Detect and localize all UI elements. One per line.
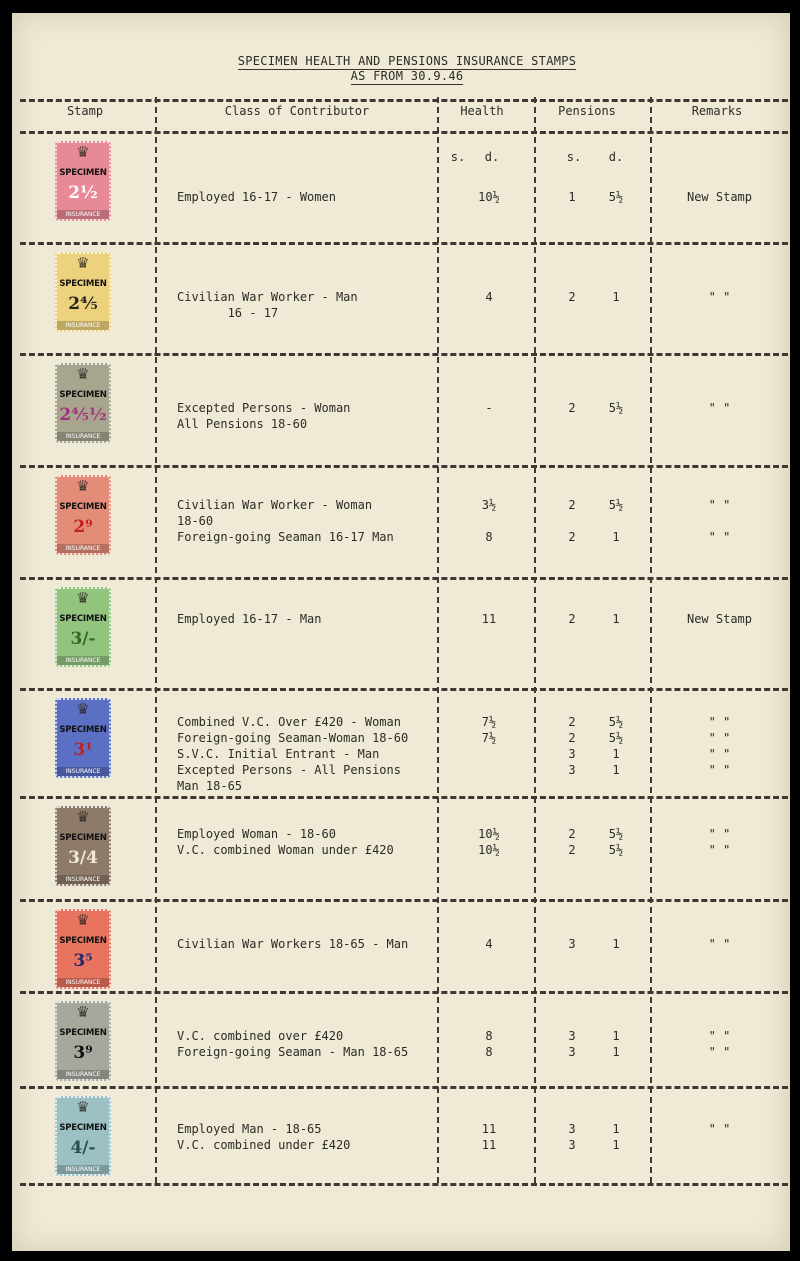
pensions-pence: 5½ — [608, 827, 624, 841]
stamp-footer: INSURANCE — [57, 210, 109, 219]
stamp-overprint: SPECIMEN — [59, 935, 107, 946]
remark: " " — [708, 747, 731, 761]
health-rate: 8 — [485, 530, 493, 544]
contributor-class: Combined V.C. Over £420 - Woman — [177, 715, 401, 729]
health-rate: 10½ — [478, 827, 500, 841]
insurance-stamp — [55, 1001, 111, 1081]
pensions-pence: 1 — [612, 747, 620, 761]
stamp-overprint: SPECIMEN — [59, 389, 107, 400]
stamp-footer: INSURANCE — [57, 544, 109, 553]
remark: " " — [708, 715, 731, 729]
document-subtitle: AS FROM 30.9.46 — [350, 69, 464, 83]
stamp-overprint: SPECIMEN — [59, 1027, 107, 1038]
table-rule — [20, 1183, 788, 1186]
health-rate: 11 — [481, 1138, 497, 1152]
pensions-shillings: 2 — [568, 731, 576, 745]
pensions-pence: 1 — [612, 530, 620, 544]
insurance-stamp — [55, 587, 111, 667]
remark: " " — [708, 1045, 731, 1059]
health-rate: 7½ — [481, 715, 497, 729]
column-rule — [534, 97, 536, 1183]
stamp-footer: INSURANCE — [57, 432, 109, 441]
pensions-pence: 1 — [612, 612, 620, 626]
pensions-pence: 5½ — [608, 731, 624, 745]
contributor-class: Excepted Persons - Woman All Pensions 18-60 — [177, 401, 351, 431]
insurance-stamp — [55, 698, 111, 778]
stamp-value: 3/4 — [68, 848, 98, 869]
table-rule — [20, 131, 788, 134]
col-header-stamp: Stamp — [66, 104, 104, 118]
document-title: SPECIMEN HEALTH AND PENSIONS INSURANCE STAMPS — [237, 54, 577, 68]
pensions-pence: 5½ — [608, 843, 624, 857]
pensions-shillings: 2 — [568, 290, 576, 304]
pensions-shillings: 2 — [568, 715, 576, 729]
insurance-stamp — [55, 141, 111, 221]
table-rule — [20, 899, 788, 902]
health-rate: 10½ — [478, 843, 500, 857]
pensions-pence: 1 — [612, 1122, 620, 1136]
table-rule — [20, 991, 788, 994]
stamp-footer: INSURANCE — [57, 321, 109, 330]
column-rule — [437, 97, 439, 1183]
col-header-pensions: Pensions — [558, 104, 616, 118]
pensions-shillings: 3 — [568, 1138, 576, 1152]
pensions-shillings: 2 — [568, 612, 576, 626]
contributor-class: Employed Woman - 18-60 — [177, 827, 336, 841]
col-header-remarks: Remarks — [691, 104, 743, 118]
contributor-class: S.V.C. Initial Entrant - Man — [177, 747, 380, 761]
stamp-footer: INSURANCE — [57, 656, 109, 665]
table-rule — [20, 796, 788, 799]
col-header-health: Health — [460, 104, 504, 118]
contributor-class: Civilian War Worker - Woman 18-60 — [177, 498, 373, 528]
stamp-footer: INSURANCE — [57, 1070, 109, 1079]
unit-health-s: s. — [450, 150, 466, 164]
stamp-value: 3⁹ — [73, 1043, 93, 1064]
unit-pens-s: s. — [566, 150, 582, 164]
remark: " " — [708, 937, 731, 951]
stamp-overprint: SPECIMEN — [59, 167, 107, 178]
crown-icon: ♛ — [76, 589, 90, 607]
insurance-stamp — [55, 909, 111, 989]
contributor-class: V.C. combined under £420 — [177, 1138, 351, 1152]
remark: " " — [708, 498, 731, 512]
pensions-shillings: 3 — [568, 1045, 576, 1059]
document-sheet — [12, 13, 790, 1251]
pensions-pence: 1 — [612, 1045, 620, 1059]
pensions-shillings: 3 — [568, 1122, 576, 1136]
stamp-overprint: SPECIMEN — [59, 278, 107, 289]
health-rate: 8 — [485, 1045, 493, 1059]
pensions-shillings: 2 — [568, 530, 576, 544]
remark: New Stamp — [686, 612, 753, 626]
insurance-stamp — [55, 475, 111, 555]
pensions-shillings: 1 — [568, 190, 576, 204]
crown-icon: ♛ — [76, 1098, 90, 1116]
stamp-overprint: SPECIMEN — [59, 1122, 107, 1133]
contributor-class: Foreign-going Seaman-Woman 18-60 — [177, 731, 409, 745]
pensions-pence: 1 — [612, 290, 620, 304]
remark: " " — [708, 1122, 731, 1136]
col-header-class: Class of Contributor — [224, 104, 370, 118]
stamp-footer: INSURANCE — [57, 1165, 109, 1174]
remark: " " — [708, 843, 731, 857]
insurance-stamp — [55, 363, 111, 443]
health-rate: 8 — [485, 1029, 493, 1043]
table-rule — [20, 353, 788, 356]
crown-icon: ♛ — [76, 254, 90, 272]
stamp-value: 4/- — [70, 1138, 96, 1159]
stamp-value: 3/- — [70, 629, 96, 650]
crown-icon: ♛ — [76, 700, 90, 718]
stamp-overprint: SPECIMEN — [59, 724, 107, 735]
stamp-value: 2½ — [68, 183, 98, 204]
unit-health-d: d. — [484, 150, 500, 164]
insurance-stamp — [55, 1096, 111, 1176]
health-rate: 3½ — [481, 498, 497, 512]
column-rule — [155, 97, 157, 1183]
stamp-footer: INSURANCE — [57, 767, 109, 776]
stamp-overprint: SPECIMEN — [59, 613, 107, 624]
pensions-shillings: 3 — [568, 937, 576, 951]
unit-pens-d: d. — [608, 150, 624, 164]
health-rate: 4 — [485, 937, 493, 951]
contributor-class: Excepted Persons - All Pensions Man 18-65 — [177, 763, 401, 793]
crown-icon: ♛ — [76, 477, 90, 495]
health-rate: 11 — [481, 1122, 497, 1136]
health-rate: 7½ — [481, 731, 497, 745]
stamp-footer: INSURANCE — [57, 875, 109, 884]
contributor-class: Employed 16-17 - Women — [177, 190, 336, 204]
stamp-value: 3¹ — [73, 740, 93, 761]
table-rule — [20, 577, 788, 580]
contributor-class: Employed 16-17 - Man — [177, 612, 322, 626]
pensions-pence: 5½ — [608, 715, 624, 729]
column-rule — [650, 97, 652, 1183]
contributor-class: Civilian War Worker - Man 16 - 17 — [177, 290, 358, 320]
stamp-value: 3⁵ — [73, 951, 93, 972]
remark: New Stamp — [686, 190, 753, 204]
pensions-shillings: 3 — [568, 763, 576, 777]
stamp-footer: INSURANCE — [57, 978, 109, 987]
remark: " " — [708, 530, 731, 544]
table-rule — [20, 242, 788, 245]
health-rate: 10½ — [478, 190, 500, 204]
pensions-shillings: 2 — [568, 498, 576, 512]
stamp-value: 2⅘ — [68, 294, 98, 315]
health-rate: 11 — [481, 612, 497, 626]
pensions-pence: 1 — [612, 1138, 620, 1152]
crown-icon: ♛ — [76, 808, 90, 826]
health-rate: 4 — [485, 290, 493, 304]
contributor-class: Foreign-going Seaman - Man 18-65 — [177, 1045, 409, 1059]
contributor-class: Civilian War Workers 18-65 - Man — [177, 937, 409, 951]
remark: " " — [708, 290, 731, 304]
insurance-stamp — [55, 806, 111, 886]
pensions-pence: 1 — [612, 1029, 620, 1043]
table-rule — [20, 688, 788, 691]
stamp-value: 2⁹ — [73, 517, 93, 538]
pensions-shillings: 2 — [568, 827, 576, 841]
contributor-class: Employed Man - 18-65 — [177, 1122, 322, 1136]
pensions-shillings: 2 — [568, 843, 576, 857]
pensions-pence: 5½ — [608, 190, 624, 204]
crown-icon: ♛ — [76, 143, 90, 161]
stamp-overprint: SPECIMEN — [59, 832, 107, 843]
stamp-value: 2⅘½ — [59, 405, 107, 426]
crown-icon: ♛ — [76, 1003, 90, 1021]
contributor-class: V.C. combined over £420 — [177, 1029, 344, 1043]
pensions-pence: 5½ — [608, 498, 624, 512]
pensions-shillings: 3 — [568, 747, 576, 761]
pensions-shillings: 3 — [568, 1029, 576, 1043]
pensions-pence: 1 — [612, 763, 620, 777]
contributor-class: V.C. combined Woman under £420 — [177, 843, 394, 857]
crown-icon: ♛ — [76, 911, 90, 929]
table-rule — [20, 465, 788, 468]
remark: " " — [708, 763, 731, 777]
remark: " " — [708, 1029, 731, 1043]
table-rule — [20, 99, 788, 102]
contributor-class: Foreign-going Seaman 16-17 Man — [177, 530, 394, 544]
health-rate: - — [485, 401, 493, 415]
crown-icon: ♛ — [76, 365, 90, 383]
insurance-stamp — [55, 252, 111, 332]
pensions-pence: 1 — [612, 937, 620, 951]
pensions-shillings: 2 — [568, 401, 576, 415]
remark: " " — [708, 731, 731, 745]
remark: " " — [708, 827, 731, 841]
pensions-pence: 5½ — [608, 401, 624, 415]
stamp-overprint: SPECIMEN — [59, 501, 107, 512]
remark: " " — [708, 401, 731, 415]
table-rule — [20, 1086, 788, 1089]
